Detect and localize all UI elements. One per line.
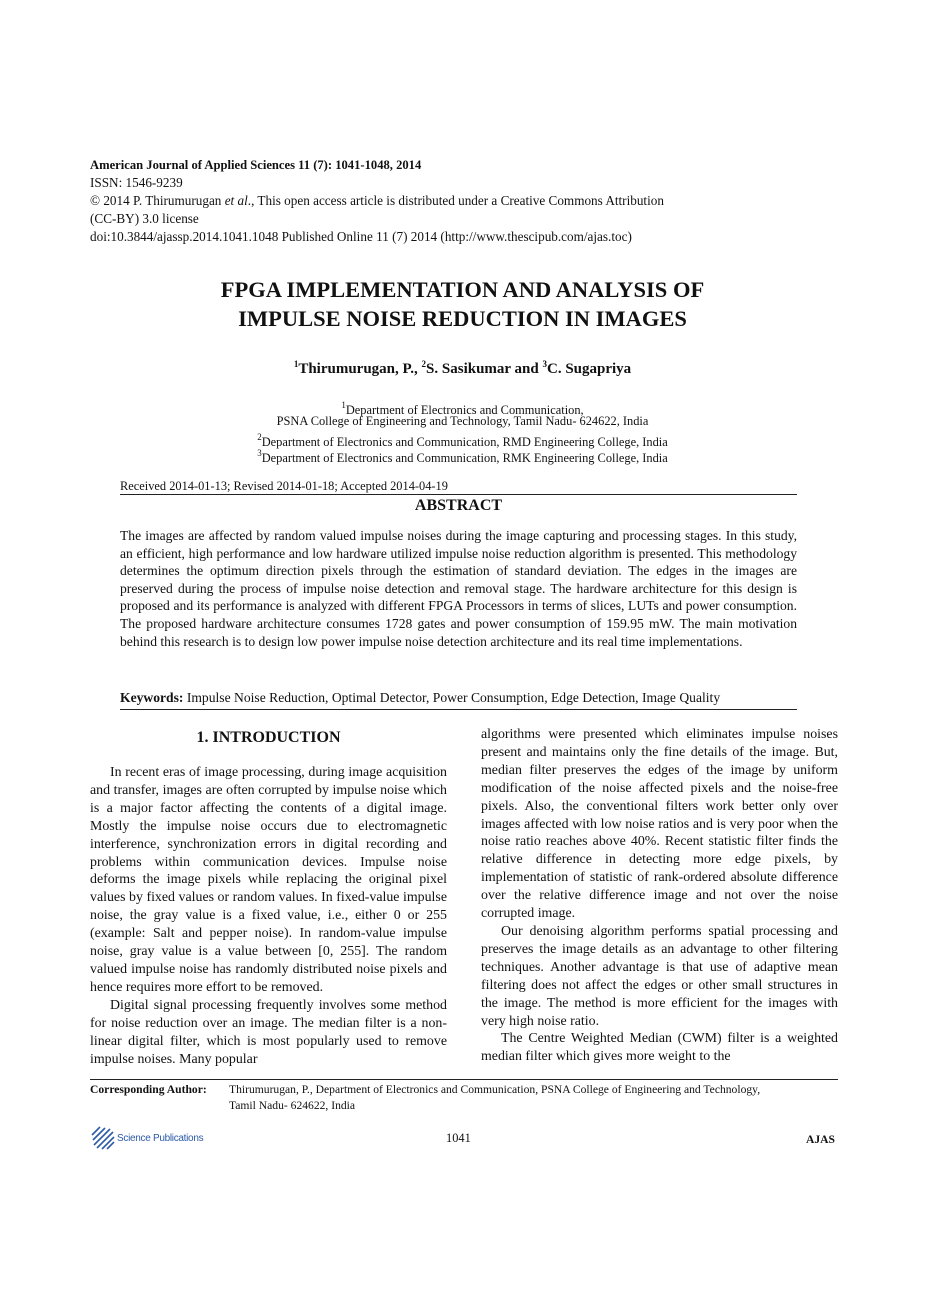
corresponding-author-line-1: Thirumurugan, P., Department of Electronics and Communication, PSNA College of Engineering and Technology, [229,1083,761,1096]
page-number: 1041 [446,1131,471,1145]
affiliation-1-line-1: Department of Electronics and Communication, [345,403,584,417]
keywords-text: Impulse Noise Reduction, Optimal Detector, Power Consumption, Edge Detection, Image Quality [183,690,721,705]
journal-abbreviation: AJAS [806,1133,835,1146]
corresponding-author-label: Corresponding Author: [90,1083,207,1096]
license: (CC-BY) 3.0 license [90,211,199,226]
corresponding-author [90,1082,207,1098]
abstract-text: The images are affected by random valued impulse noises during the image capturing and processing stages. In this study, an efficient, high performance and low hardware utilized impulse noise reduction algorithm is presented. This methodology determines the optimum direction pixels through the estimation of standard deviation. The edges in the images are preserved during the process of impulse noise detection and removal stage. The hardware architecture for this design is proposed and its performance is analyzed with different FPGA Processors in terms of slices, LUTs and power consumption. The proposed hardware architecture consumes 1728 gates and power consumption of 159.95 mW. The main motivation behind this research is to design low power impulse noise detection architecture and its real time implementations. [120,528,797,649]
publisher-logo [90,1125,116,1156]
author-3-sup: 3 [542,359,547,369]
affiliation-3 [0,445,925,466]
publisher-name: Science Publications [117,1133,204,1144]
keywords-label: Keywords: [120,690,184,705]
intro-paragraph-3: algorithms were presented which eliminates impulse noises present and maintains only the fine details of the image. But, median filter preserves the edges of the image by uniform modification of the noise affected pixels and the noise-free pixels. Also, the conventional filters work better only over images affected with low noise ratios and is very poor when the noise ratio reaches above 40%. Recent statistic filter finds the relative difference in detecting more edge pixels, by implementation of statistic of rank-ordered absolute difference over the relative difference image and not over the noise corrupted image. [481,727,838,922]
author-1: Thirumurugan, P., [298,361,422,377]
author-1-sup: 1 [293,359,299,369]
intro-paragraph-5: The Centre Weighted Median (CWM) filter is a weighted median filter which gives more weight to the [481,1031,838,1065]
intro-paragraph-1: In recent eras of image processing, during image acquisition and transfer, images are often corrupted by impulse noise which is a major factor affecting the contents of a digital image. Mostly the impulse noise occurs due to electromagnetic interference, synchronization errors in digital recording and problems within communication devices. Impulse noise deforms the image pixels while replacing the original pixel values by fixed values or random values. In fixed-value impulse noise, the gray value is a fixed value, i.e., either 0 or 255 (example: Salt and pepper noise). In random-value impulse noise, gray value is a value between [0, 255]. The random valued impulse noise has randomly distributed noise pixels and hence requires more effort to be removed. [90,765,447,995]
affiliation-3-text: Department of Electronics and Communication, RMK Engineering College, India [261,451,668,465]
abstract-heading: ABSTRACT [414,497,503,514]
right-column [481,726,838,1066]
journal-citation: American Journal of Applied Sciences 11 (7): 1041-1048, 2014 [90,158,422,172]
affiliation-1-line-2: PSNA College of Engineering and Technology, Tamil Nadu- 624622, India [276,414,649,428]
paper-title-line-1: FPGA IMPLEMENTATION AND ANALYSIS OF [220,277,705,302]
issn: ISSN: 1546-9239 [90,175,183,190]
corresponding-author-line-2: Tamil Nadu- 624622, India [229,1099,356,1112]
doi: doi:10.3844/ajassp.2014.1041.1048 Published Online 11 (7) 2014 (http://www.thescipub.com/ajas.toc) [90,229,632,244]
author-2-sup: 2 [421,359,427,369]
author-3: C. Sugapriya [547,361,632,377]
keywords-bottom-rule [120,709,797,710]
copyright [90,192,664,210]
affiliation-1-sup: 1 [341,400,346,410]
paper-title-line-2: IMPULSE NOISE REDUCTION IN IMAGES [238,306,687,331]
intro-paragraph-2: Digital signal processing frequently involves some method for noise reduction over an image. The median filter is a non-linear digital filter, which is most popularly used to remove impulse noises. Many popular [90,997,447,1067]
abstract-top-rule [120,494,797,495]
publisher-logo-icon [90,1125,116,1151]
section-heading-introduction: 1. INTRODUCTION [196,729,341,746]
received-dates: Received 2014-01-13; Revised 2014-01-18; Accepted 2014-04-19 [120,479,448,493]
authors [0,359,925,378]
intro-paragraph-4: Our denoising algorithm performs spatial processing and preserves the image details as an advantage to other filtering techniques. Another advantage is that use of adaptive mean filtering does not affect the edges or other small structures in the image. The method is more efficient for the images with very high noise ratio. [481,923,838,1029]
footnote-rule [90,1079,838,1080]
copyright-etal: et al [224,193,248,208]
affiliation-3-sup: 3 [257,448,262,458]
left-column [90,764,447,1068]
affiliation-2-text: Department of Electronics and Communication, RMD Engineering College, India [261,435,668,449]
copyright-post: ., This open access article is distributed under a Creative Commons Attribution [247,193,664,208]
affiliation-2-sup: 2 [257,432,262,442]
copyright-pre: © 2014 P. Thirumurugan [90,193,225,208]
author-2: S. Sasikumar and [426,361,543,377]
keywords [120,690,720,706]
